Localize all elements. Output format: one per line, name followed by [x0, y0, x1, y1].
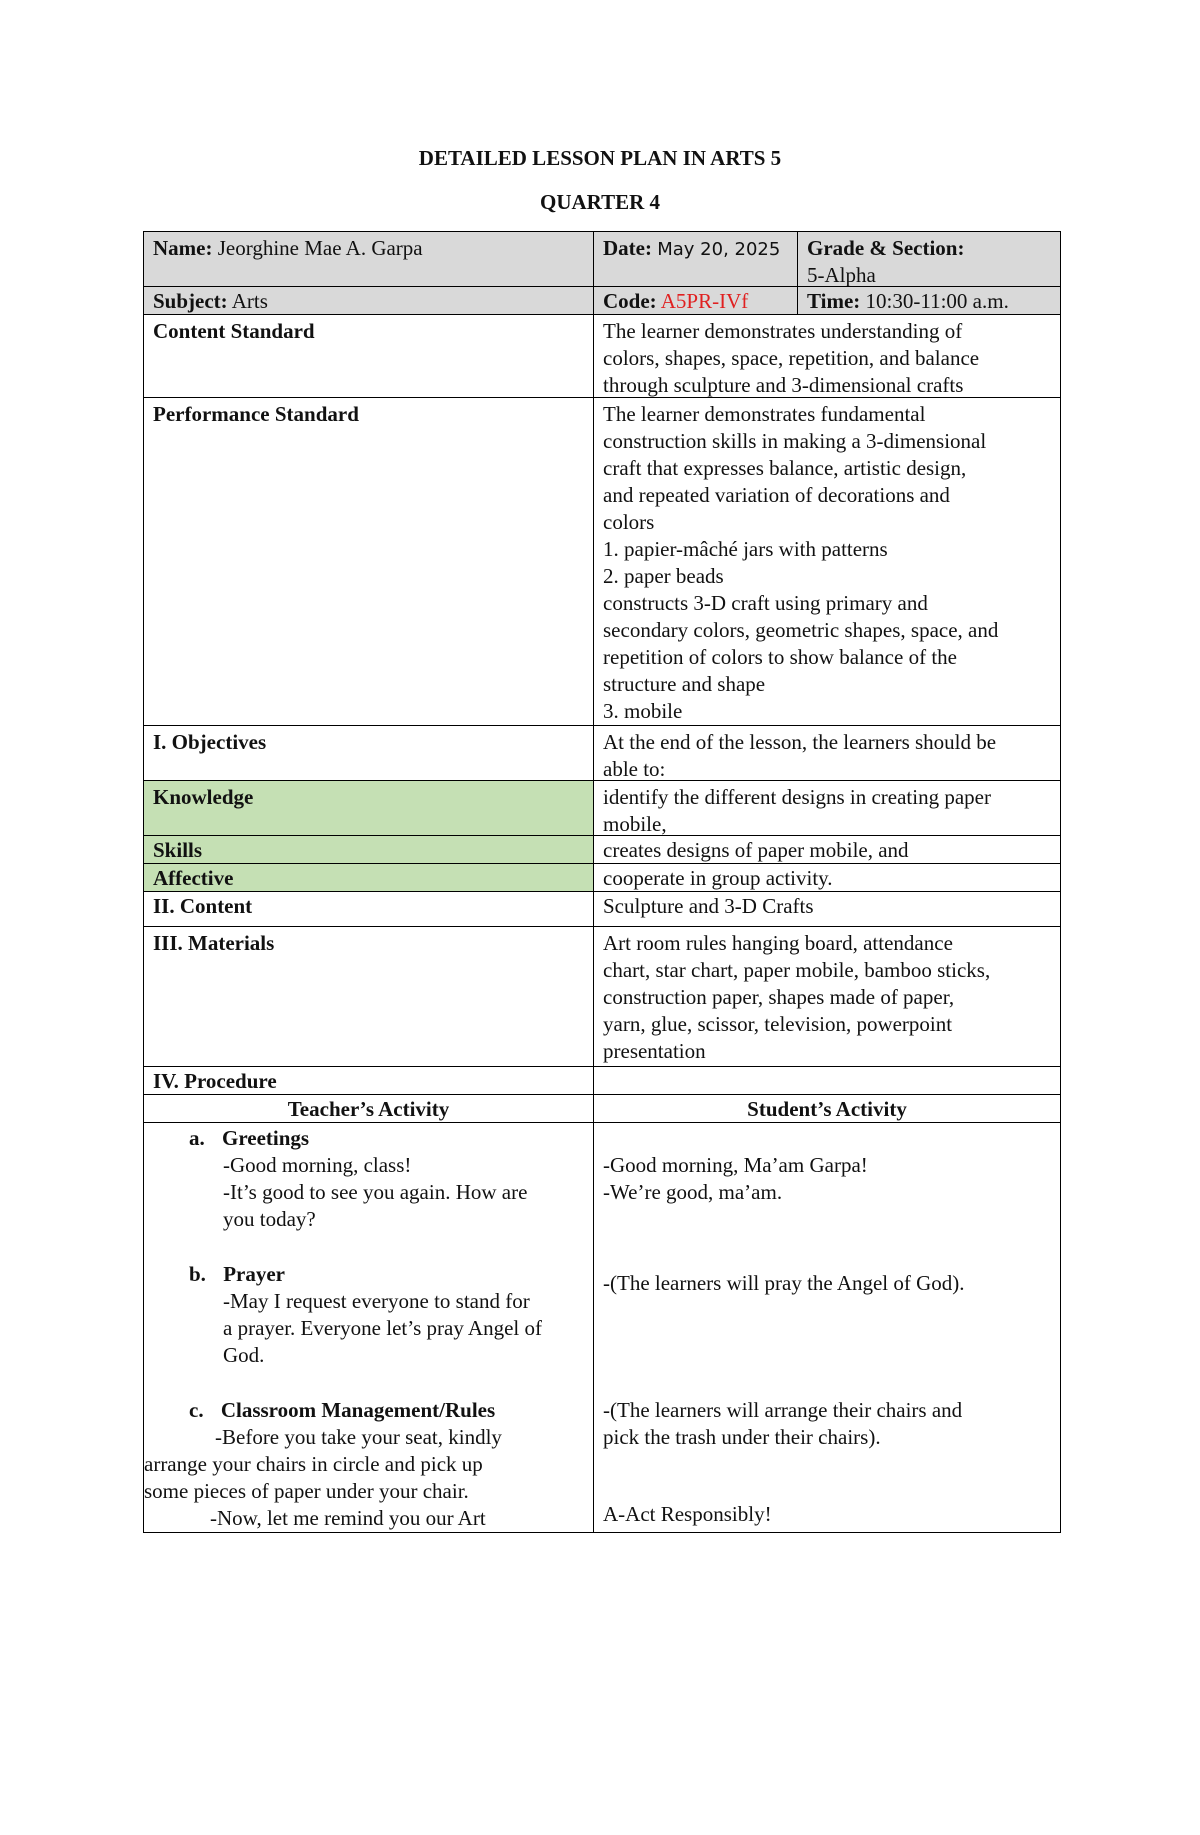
greetings-line: you today?	[223, 1207, 316, 1231]
materials-line: Art room rules hanging board, attendance	[603, 931, 953, 955]
time-value: 10:30-11:00 a.m.	[865, 289, 1009, 313]
student-chairs-line: pick the trash under their chairs).	[603, 1425, 881, 1449]
teacher-activity-header-text: Teacher’s Activity	[287, 1097, 450, 1121]
objectives-label: I. Objectives	[153, 730, 267, 754]
greetings-marker: a.	[189, 1126, 205, 1150]
knowledge-label-cell	[143, 780, 594, 836]
objectives-line: At the end of the lesson, the learners should be	[603, 730, 997, 754]
knowledge-line: mobile,	[603, 812, 667, 836]
objectives-label-cell	[143, 725, 594, 781]
materials-line: chart, star chart, paper mobile, bamboo sticks,	[603, 958, 991, 982]
date-cell	[593, 231, 798, 287]
knowledge-line: identify the different designs in creating paper	[603, 785, 991, 809]
materials-line: yarn, glue, scissor, television, powerpoint	[603, 1012, 953, 1036]
skills-label-cell	[143, 835, 594, 864]
classroom-rules-line: some pieces of paper under your chair.	[144, 1479, 469, 1503]
performance-standard-line: secondary colors, geometric shapes, space, and	[603, 618, 999, 642]
prayer-line: -May I request everyone to stand for	[223, 1289, 530, 1313]
content-standard-line: The learner demonstrates understanding of	[603, 319, 963, 343]
content-standard-line: through sculpture and 3-dimensional crafts	[603, 373, 964, 397]
date-value: May 20, 2025	[657, 239, 781, 260]
knowledge-label: Knowledge	[153, 785, 254, 809]
skills-value-cell	[593, 835, 1061, 864]
subject-value: Arts	[231, 289, 268, 313]
content-value-cell	[593, 891, 1061, 927]
performance-standard-line: constructs 3-D craft using primary and	[603, 591, 928, 615]
procedure-label-cell	[143, 1066, 594, 1095]
prayer-marker: b.	[189, 1262, 206, 1286]
content-label-cell	[143, 891, 594, 927]
objectives-value-cell	[593, 725, 1061, 781]
prayer-heading	[189, 1261, 285, 1288]
content-standard-line: colors, shapes, space, repetition, and balance	[603, 346, 980, 370]
quarter-heading: QUARTER 4	[539, 190, 661, 214]
greetings-line: -It’s good to see you again. How are	[223, 1180, 528, 1204]
content-standard-label-cell	[143, 314, 594, 398]
materials-line: construction paper, shapes made of paper,	[603, 985, 955, 1009]
content-standard-label: Content Standard	[153, 319, 315, 343]
name-label: Name:	[153, 236, 213, 260]
greetings-line: -Good morning, class!	[223, 1153, 412, 1177]
performance-standard-line: and repeated variation of decorations and	[603, 483, 950, 507]
student-greetings-line: -We’re good, ma’am.	[603, 1180, 783, 1204]
student-activity-header-text: Student’s Activity	[747, 1097, 907, 1121]
name-value: Jeorghine Mae A. Garpa	[217, 236, 423, 260]
materials-label-cell	[143, 926, 594, 1067]
date-label: Date:	[603, 236, 652, 260]
teacher-activity-header	[143, 1094, 594, 1123]
greetings-heading	[189, 1125, 309, 1152]
content-standard-value-cell	[593, 314, 1061, 398]
materials-line: presentation	[603, 1039, 706, 1063]
grade-section-value: 5-Alpha	[807, 263, 876, 287]
materials-value-cell	[593, 926, 1061, 1067]
document-title: DETAILED LESSON PLAN IN ARTS 5	[418, 146, 782, 170]
student-greetings-text	[603, 1152, 868, 1206]
affective-value-cell	[593, 863, 1061, 892]
prayer-line: a prayer. Everyone let’s pray Angel of	[223, 1316, 542, 1340]
affective-value: cooperate in group activity.	[603, 866, 833, 890]
classroom-rules-line: -Before you take your seat, kindly	[215, 1425, 502, 1449]
teacher-activity-cell	[143, 1122, 594, 1533]
name-cell	[143, 231, 594, 287]
skills-label: Skills	[153, 838, 203, 862]
subject-cell	[143, 286, 594, 315]
classroom-rules-line: -Now, let me remind you our Art	[210, 1506, 486, 1530]
greetings-title: Greetings	[222, 1126, 310, 1150]
performance-standard-line: repetition of colors to show balance of the	[603, 645, 957, 669]
time-cell	[797, 286, 1061, 315]
materials-label: III. Materials	[153, 931, 275, 955]
code-cell	[593, 286, 798, 315]
content-value: Sculpture and 3-D Crafts	[603, 894, 814, 918]
classroom-rules-marker: c.	[189, 1398, 204, 1422]
classroom-rules-heading	[189, 1397, 495, 1424]
greetings-text	[223, 1152, 527, 1233]
student-prayer-line: -(The learners will pray the Angel of God).	[603, 1271, 965, 1295]
student-activity-header	[593, 1094, 1061, 1123]
knowledge-value-cell	[593, 780, 1061, 836]
prayer-line: God.	[223, 1343, 265, 1367]
performance-standard-label-cell	[143, 397, 594, 726]
performance-standard-line: 1. papier-mâché jars with patterns	[603, 537, 888, 561]
student-rule-line: A-Act Responsibly!	[603, 1502, 772, 1526]
performance-standard-line: 2. paper beads	[603, 564, 724, 588]
classroom-rules-line: arrange your chairs in circle and pick up	[144, 1452, 483, 1476]
time-label: Time:	[807, 289, 861, 313]
performance-standard-line: craft that expresses balance, artistic design,	[603, 456, 967, 480]
performance-standard-line: 3. mobile	[603, 699, 683, 723]
classroom-rules-title: Classroom Management/Rules	[220, 1398, 496, 1422]
performance-standard-label: Performance Standard	[153, 402, 359, 426]
grade-section-label: Grade & Section:	[807, 236, 965, 260]
student-activity-cell	[593, 1122, 1061, 1533]
subject-label: Subject:	[153, 289, 228, 313]
affective-label: Affective	[153, 866, 234, 890]
performance-standard-value-cell	[593, 397, 1061, 726]
procedure-label: IV. Procedure	[153, 1069, 277, 1093]
student-rule-text	[603, 1501, 772, 1528]
student-greetings-line: -Good morning, Ma’am Garpa!	[603, 1153, 868, 1177]
skills-value: creates designs of paper mobile, and	[603, 838, 909, 862]
performance-standard-line: construction skills in making a 3-dimensional	[603, 429, 987, 453]
classroom-rules-text	[144, 1424, 502, 1532]
student-chairs-text	[603, 1397, 962, 1451]
performance-standard-line: The learner demonstrates fundamental	[603, 402, 926, 426]
performance-standard-line: colors	[603, 510, 655, 534]
procedure-empty-cell	[593, 1066, 1061, 1095]
student-prayer-text	[603, 1270, 965, 1297]
performance-standard-line: structure and shape	[603, 672, 766, 696]
grade-section-cell	[797, 231, 1061, 287]
student-chairs-line: -(The learners will arrange their chairs and	[603, 1398, 963, 1422]
prayer-text	[223, 1288, 542, 1369]
objectives-line: able to:	[603, 757, 666, 781]
affective-label-cell	[143, 863, 594, 892]
content-label: II. Content	[153, 894, 253, 918]
prayer-title: Prayer	[223, 1262, 285, 1286]
code-value: A5PR-IVf	[660, 289, 749, 313]
code-label: Code:	[603, 289, 657, 313]
